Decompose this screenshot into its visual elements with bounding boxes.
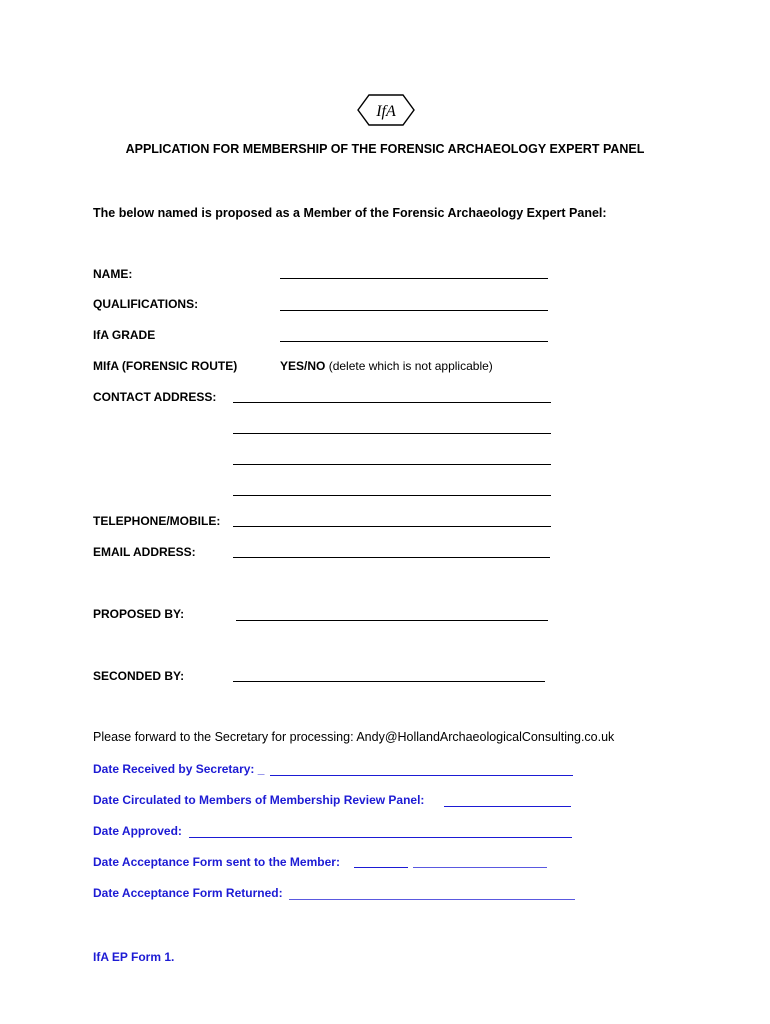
mifa-yes-no[interactable]: YES/NO (delete which is not applicable) — [280, 359, 493, 373]
page-title: APPLICATION FOR MEMBERSHIP OF THE FORENSIC ARCHAEOLOGY EXPERT PANEL — [125, 142, 645, 156]
date-acceptance-sent-field[interactable] — [413, 867, 547, 868]
email-label: EMAIL ADDRESS: — [93, 545, 196, 559]
date-circulated-label: Date Circulated to Members of Membership Review Panel: — [93, 793, 425, 807]
contact-address-field-4[interactable] — [233, 495, 551, 496]
date-acceptance-returned-field[interactable] — [289, 899, 575, 900]
name-label: NAME: — [93, 267, 133, 281]
contact-address-label: CONTACT ADDRESS: — [93, 390, 217, 404]
telephone-label: TELEPHONE/MOBILE: — [93, 514, 221, 528]
date-acceptance-returned-label: Date Acceptance Form Returned: — [93, 886, 283, 900]
form-footer: IfA EP Form 1. — [93, 950, 175, 964]
proposed-by-field[interactable] — [236, 620, 548, 621]
contact-address-field-2[interactable] — [233, 433, 551, 434]
date-approved-field[interactable] — [189, 837, 572, 838]
name-field[interactable] — [280, 278, 548, 279]
ifa-logo-icon — [356, 92, 416, 128]
contact-address-field-3[interactable] — [233, 464, 551, 465]
email-field[interactable] — [233, 557, 550, 558]
date-received-label: Date Received by Secretary: _ — [93, 762, 265, 776]
contact-address-field-1[interactable] — [233, 402, 551, 403]
qualifications-label: QUALIFICATIONS: — [93, 297, 199, 311]
svg-text:IfA: IfA — [376, 103, 396, 120]
forward-note: Please forward to the Secretary for processing: Andy@HollandArchaeologicalConsulting.co.uk — [93, 730, 615, 744]
ifa-grade-field[interactable] — [280, 341, 548, 342]
date-received-field[interactable] — [270, 775, 573, 776]
telephone-field[interactable] — [233, 526, 551, 527]
proposed-by-label: PROPOSED BY: — [93, 607, 185, 621]
seconded-by-field[interactable] — [233, 681, 545, 682]
mifa-label: MIfA (FORENSIC ROUTE) — [93, 359, 238, 373]
date-circulated-field[interactable] — [444, 806, 571, 807]
lead-text: The below named is proposed as a Member of the Forensic Archaeology Expert Panel: — [93, 206, 607, 220]
seconded-by-label: SECONDED BY: — [93, 669, 185, 683]
qualifications-field[interactable] — [280, 310, 548, 311]
date-acceptance-sent-label: Date Acceptance Form sent to the Member: — [93, 855, 340, 869]
ifa-grade-label: IfA GRADE — [93, 328, 156, 342]
date-approved-label: Date Approved: — [93, 824, 182, 838]
date-acceptance-sent-field-short[interactable] — [354, 867, 408, 868]
